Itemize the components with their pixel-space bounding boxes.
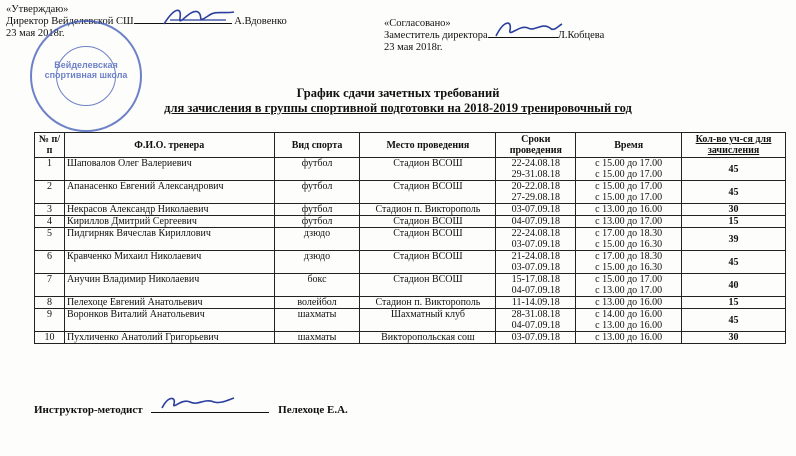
sport: дзюдо xyxy=(274,251,360,274)
table-row xyxy=(35,158,786,181)
date-range: 04-07.09.18 xyxy=(511,285,560,296)
date-range: 03-07.09.18 xyxy=(511,332,560,343)
time-range: с 15.00 до 17.00 xyxy=(595,274,663,285)
date-range: 22-24.08.18 xyxy=(511,158,560,169)
approval-date: 23 мая 2018г. xyxy=(6,28,65,39)
coach-name: Апанасенко Евгений Александрович xyxy=(64,181,274,204)
title-line-1: График сдачи зачетных требований xyxy=(296,86,500,100)
coach-name: Пелехоце Евгений Анатольевич xyxy=(64,297,274,309)
time-cell xyxy=(576,251,682,274)
coach-name: Воронков Виталий Анатольевич xyxy=(64,309,274,332)
sport: футбол xyxy=(274,158,360,181)
coach-name: Пухличенко Анатолий Григорьевич xyxy=(64,332,274,344)
sport: футбол xyxy=(274,216,360,228)
place: Стадион ВСОШ xyxy=(360,181,496,204)
sport: футбол xyxy=(274,181,360,204)
table-row xyxy=(35,274,786,297)
table-row xyxy=(35,332,786,344)
row-num: 3 xyxy=(35,204,65,216)
dates-cell xyxy=(496,204,576,216)
row-num: 7 xyxy=(35,274,65,297)
sport: футбол xyxy=(274,204,360,216)
time-range: с 13.00 до 16.00 xyxy=(595,332,663,343)
table-row xyxy=(35,204,786,216)
date-range: 21-24.08.18 xyxy=(511,251,560,262)
director-signature-icon xyxy=(160,2,240,32)
dates-cell xyxy=(496,274,576,297)
table-header-row xyxy=(35,133,786,158)
row-num: 1 xyxy=(35,158,65,181)
time-range: с 14.00 до 16.00 xyxy=(595,309,663,320)
agreement-date: 23 мая 2018г. xyxy=(384,42,443,53)
date-range: 15-17.08.18 xyxy=(511,274,560,285)
time-range: с 13.00 до 17.00 xyxy=(595,285,663,296)
date-range: 27-29.08.18 xyxy=(511,192,560,203)
date-range: 22-24.08.18 xyxy=(511,228,560,239)
place: Стадион ВСОШ xyxy=(360,251,496,274)
time-cell xyxy=(576,297,682,309)
schedule-table xyxy=(34,132,786,344)
dates-cell xyxy=(496,297,576,309)
student-count: 39 xyxy=(682,228,786,251)
place: Шахматный клуб xyxy=(360,309,496,332)
student-count: 45 xyxy=(682,158,786,181)
approval-director xyxy=(6,16,287,28)
dates-cell xyxy=(496,251,576,274)
table-row xyxy=(35,251,786,274)
date-range: 28-31.08.18 xyxy=(511,309,560,320)
row-num: 10 xyxy=(35,332,65,344)
header-dates: Сроки проведения xyxy=(496,133,576,158)
sport: дзюдо xyxy=(274,228,360,251)
dates-cell xyxy=(496,228,576,251)
dates-cell xyxy=(496,216,576,228)
student-count: 15 xyxy=(682,297,786,309)
place: Стадион ВСОШ xyxy=(360,216,496,228)
time-range: с 17.00 до 18.30 xyxy=(595,228,663,239)
approval-label: «Утверждаю» xyxy=(6,4,69,15)
header-coach: Ф.И.О. тренера xyxy=(64,133,274,158)
row-num: 6 xyxy=(35,251,65,274)
sport: волейбол xyxy=(274,297,360,309)
approval-name: А.Вдовенко xyxy=(234,16,287,27)
dates-cell xyxy=(496,181,576,204)
time-range: с 15.00 до 17.00 xyxy=(595,169,663,180)
footer-role: Инструктор-методист xyxy=(34,404,143,416)
date-range: 11-14.09.18 xyxy=(511,297,560,308)
student-count: 30 xyxy=(682,332,786,344)
date-range: 20-22.08.18 xyxy=(511,181,560,192)
coach-name: Кравченко Михаил Николаевич xyxy=(64,251,274,274)
time-cell xyxy=(576,309,682,332)
dates-cell xyxy=(496,158,576,181)
deputy-signature-icon xyxy=(492,16,564,44)
date-range: 03-07.09.18 xyxy=(511,262,560,273)
dates-cell xyxy=(496,309,576,332)
table-row xyxy=(35,216,786,228)
header-num: № п/п xyxy=(35,133,65,158)
title-line-2: для зачисления в группы спортивной подготовки на 2018-2019 тренировочный год xyxy=(164,101,632,115)
time-cell xyxy=(576,181,682,204)
document-title xyxy=(0,86,796,116)
date-range: 03-07.09.18 xyxy=(511,204,560,215)
table-row xyxy=(35,297,786,309)
row-num: 5 xyxy=(35,228,65,251)
coach-name: Шаповалов Олег Валериевич xyxy=(64,158,274,181)
student-count: 45 xyxy=(682,181,786,204)
table-row xyxy=(35,309,786,332)
time-range: с 13.00 до 16.00 xyxy=(595,204,663,215)
sport: бокс xyxy=(274,274,360,297)
date-range: 04-07.09.18 xyxy=(511,216,560,227)
table-row xyxy=(35,228,786,251)
coach-name: Анучин Владимир Николаевич xyxy=(64,274,274,297)
time-cell xyxy=(576,228,682,251)
footer-name: Пелехоце Е.А. xyxy=(278,404,348,416)
dates-cell xyxy=(496,332,576,344)
place: Стадион п. Викторополь xyxy=(360,204,496,216)
student-count: 45 xyxy=(682,251,786,274)
coach-name: Некрасов Александр Николаевич xyxy=(64,204,274,216)
time-range: с 15.00 до 17.00 xyxy=(595,158,663,169)
time-range: с 13.00 до 16.00 xyxy=(595,320,663,331)
place: Стадион ВСОШ xyxy=(360,274,496,297)
header-place: Место проведения xyxy=(360,133,496,158)
student-count: 45 xyxy=(682,309,786,332)
time-range: с 15.00 до 17.00 xyxy=(595,192,663,203)
stamp-text: Вейделевская спортивная школа xyxy=(44,60,128,80)
coach-name: Кириллов Дмитрий Сергеевич xyxy=(64,216,274,228)
agreement-label: «Согласовано» xyxy=(384,18,451,29)
place: Викторопольская сош xyxy=(360,332,496,344)
date-range: 03-07.09.18 xyxy=(511,239,560,250)
header-count: Кол-во уч-ся для зачисления xyxy=(682,133,786,158)
sport: шахматы xyxy=(274,309,360,332)
student-count: 15 xyxy=(682,216,786,228)
header-sport: Вид спорта xyxy=(274,133,360,158)
time-range: с 15.00 до 16.30 xyxy=(595,262,663,273)
time-cell xyxy=(576,274,682,297)
place: Стадион п. Викторополь xyxy=(360,297,496,309)
student-count: 30 xyxy=(682,204,786,216)
agreement-name: Л.Кобцева xyxy=(557,30,605,41)
time-range: с 15.00 до 17.00 xyxy=(595,181,663,192)
time-range: с 13.00 до 16.00 xyxy=(595,297,663,308)
time-cell xyxy=(576,216,682,228)
date-range: 04-07.09.18 xyxy=(511,320,560,331)
time-range: с 15.00 до 16.30 xyxy=(595,239,663,250)
header-time: Время xyxy=(576,133,682,158)
time-range: с 17.00 до 18.30 xyxy=(595,251,663,262)
row-num: 9 xyxy=(35,309,65,332)
student-count: 40 xyxy=(682,274,786,297)
coach-name: Пидгирняк Вячеслав Кириллович xyxy=(64,228,274,251)
row-num: 2 xyxy=(35,181,65,204)
time-cell xyxy=(576,158,682,181)
time-range: с 13.00 до 17.00 xyxy=(595,216,663,227)
time-cell xyxy=(576,204,682,216)
date-range: 29-31.08.18 xyxy=(511,169,560,180)
sport: шахматы xyxy=(274,332,360,344)
instructor-signature-icon xyxy=(158,392,238,414)
time-cell xyxy=(576,332,682,344)
agreement-position: Заместитель директора xyxy=(384,30,488,41)
place: Стадион ВСОШ xyxy=(360,228,496,251)
table-row xyxy=(35,181,786,204)
approval-position: Директор Вейделевской СШ xyxy=(6,16,134,27)
row-num: 4 xyxy=(35,216,65,228)
place: Стадион ВСОШ xyxy=(360,158,496,181)
row-num: 8 xyxy=(35,297,65,309)
